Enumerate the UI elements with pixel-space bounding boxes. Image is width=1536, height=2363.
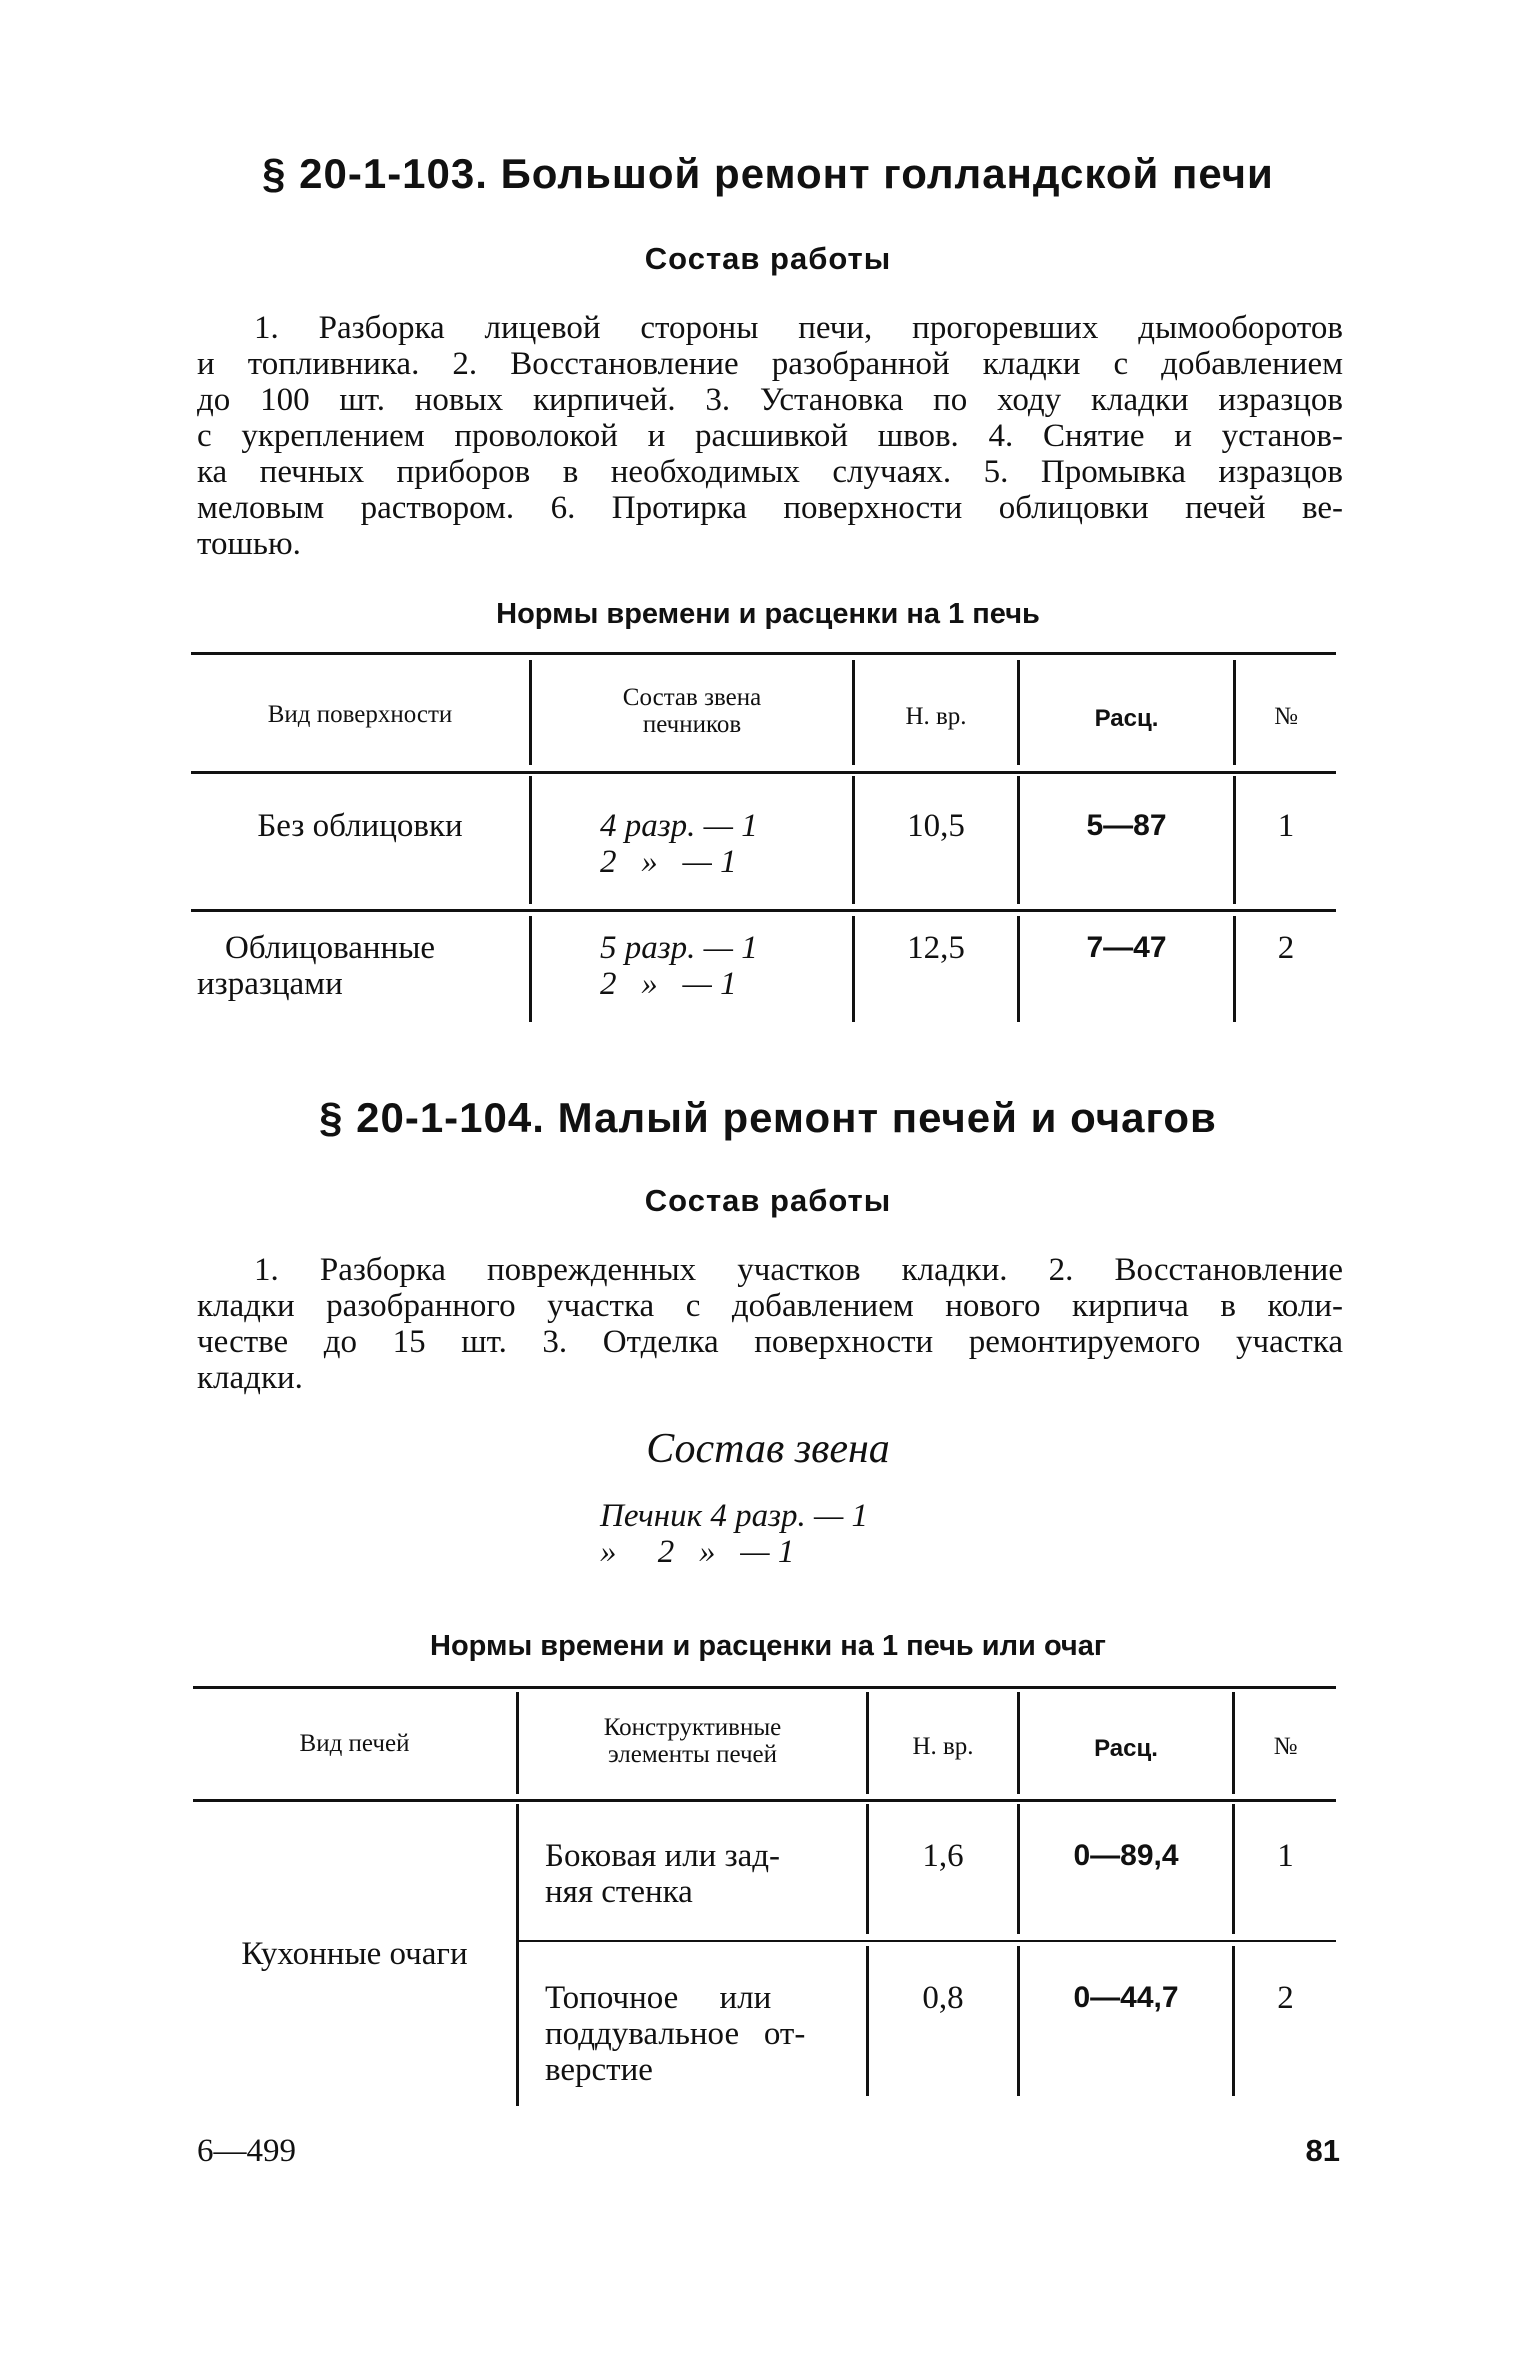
table-row-surface: Без облицовки — [257, 808, 463, 844]
text-line: с укреплением проволокой и расшивкой швов. 4. Снятие и установ- — [197, 418, 1343, 454]
text-line: до 100 шт. новых кирпичей. 3. Установка по ходу кладки изразцов — [197, 382, 1343, 418]
header-num: № — [1274, 703, 1298, 730]
text-line: 1. Разборка поврежденных участков кладки. 2. Восстановление — [254, 1252, 1343, 1288]
table-row-num: 1 — [1277, 808, 1295, 844]
table-row-norm: 0,8 — [922, 1980, 964, 2016]
header-surface: Вид поверхности — [267, 701, 453, 728]
table-row-num: 1 — [1277, 1838, 1294, 1874]
text-line: кладки разобранного участка с добавлением нового кирпича в коли- — [197, 1288, 1343, 1324]
table-row-price: 0—89,4 — [1073, 1839, 1179, 1872]
work-composition-heading: Состав работы — [644, 1183, 892, 1218]
header-norm: Н. вр. — [905, 703, 967, 730]
text-line: кладки. — [197, 1360, 303, 1396]
table-row-crew: 4 разр. — 1 — [600, 808, 758, 844]
work-composition-heading: Состав работы — [644, 241, 892, 276]
table-row-num: 2 — [1277, 1980, 1294, 2016]
table-row-element-2: поддувальное от- — [545, 2016, 806, 2052]
page-number: 81 — [1305, 2133, 1340, 2168]
section-103-title: § 20-1-103. Большой ремонт голландской печи — [262, 150, 1274, 197]
text-line: 1. Разборка лицевой стороны печи, прогоревших дымооборотов — [254, 310, 1343, 346]
text-line: тошью. — [197, 526, 301, 562]
table-row-price: 7—47 — [1086, 931, 1167, 964]
table-row-norm: 10,5 — [907, 808, 965, 844]
table-row-num: 2 — [1277, 930, 1295, 966]
header-crew-2: печников — [642, 711, 742, 738]
table-row-surface: Облицованные — [225, 930, 436, 966]
table-row-price: 5—87 — [1086, 809, 1167, 842]
header-price: Расц. — [1094, 1735, 1158, 1762]
table-row-norm: 12,5 — [907, 930, 965, 966]
header-crew: Состав звена — [622, 684, 762, 711]
table-row-element: Боковая или зад- — [545, 1838, 781, 1874]
table-row-norm: 1,6 — [922, 1838, 964, 1874]
table-row-crew: 5 разр. — 1 — [600, 930, 758, 966]
table-row-surface-2: изразцами — [197, 966, 343, 1002]
table-row-element: Топочное или — [545, 1980, 772, 2016]
text-line: меловым раствором. 6. Протирка поверхности облицовки печей ве- — [197, 490, 1343, 526]
header-elements-2: элементы печей — [607, 1741, 778, 1768]
text-line: и топливника. 2. Восстановление разобранной кладки с добавлением — [197, 346, 1343, 382]
group-kitchen-hearths: Кухонные очаги — [241, 1936, 468, 1972]
section-104-title: § 20-1-104. Малый ремонт печей и очагов — [319, 1094, 1217, 1141]
table-row-element-2: няя стенка — [545, 1874, 693, 1910]
text-line: ка печных приборов в необходимых случаях. 5. Промывка изразцов — [197, 454, 1343, 490]
table-caption-103: Нормы времени и расценки на 1 печь — [496, 598, 1040, 630]
crew-line-2: » 2 » — 1 — [600, 1534, 795, 1570]
crew-line-1: Печник 4 разр. — 1 — [600, 1498, 869, 1534]
header-num: № — [1273, 1733, 1298, 1760]
table-row-crew-2: 2 » — 1 — [600, 966, 737, 1002]
table-row-crew-2: 2 » — 1 — [600, 844, 737, 880]
header-norm: Н. вр. — [912, 1733, 974, 1760]
signature-mark: 6—499 — [197, 2133, 296, 2169]
table-row-element-3: верстие — [545, 2052, 653, 2088]
header-type: Вид печей — [299, 1730, 410, 1757]
text-line: честве до 15 шт. 3. Отделка поверхности ремонтируемого участка — [197, 1324, 1343, 1360]
crew-heading: Состав звена — [646, 1426, 890, 1472]
header-elements: Конструктивные — [603, 1714, 782, 1741]
table-caption-104: Нормы времени и расценки на 1 печь или очаг — [430, 1630, 1106, 1662]
header-price: Расц. — [1094, 705, 1159, 732]
table-row-price: 0—44,7 — [1073, 1981, 1179, 2014]
